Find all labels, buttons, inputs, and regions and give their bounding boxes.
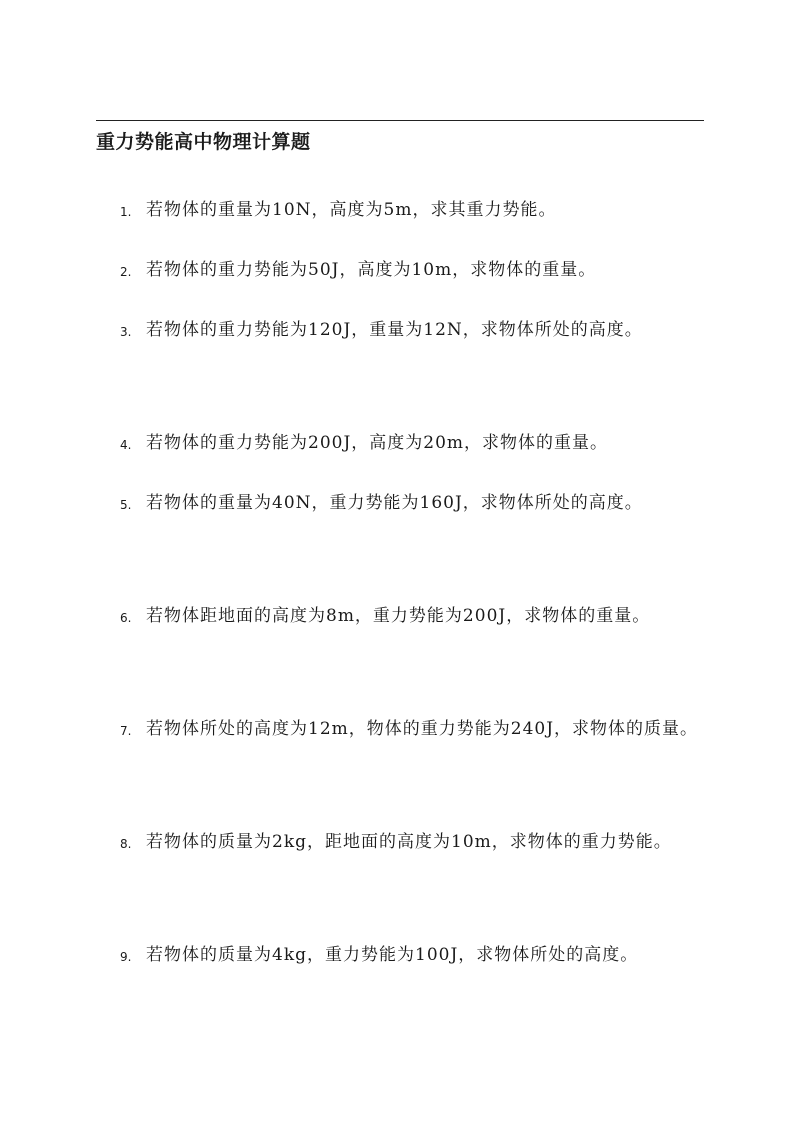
document-title: 重力势能高中物理计算题 bbox=[96, 131, 311, 153]
question-number: 5. bbox=[120, 498, 132, 512]
question-text: 若物体的质量为2kg，距地面的高度为10m，求物体的重力势能。 bbox=[146, 832, 672, 852]
question-number: 7. bbox=[120, 724, 132, 738]
question-number: 8. bbox=[120, 837, 132, 851]
question-text: 若物体的质量为4kg，重力势能为100J，求物体所处的高度。 bbox=[146, 945, 639, 965]
question-number: 6. bbox=[120, 611, 132, 625]
question-text: 若物体的重量为40N，重力势能为160J，求物体所处的高度。 bbox=[146, 493, 643, 513]
question-number: 9. bbox=[120, 950, 132, 964]
question-text: 若物体的重量为10N，高度为5m，求其重力势能。 bbox=[146, 200, 557, 220]
question-text: 若物体的重力势能为50J，高度为10m，求物体的重量。 bbox=[146, 260, 597, 280]
question-text: 若物体距地面的高度为8m，重力势能为200J，求物体的重量。 bbox=[146, 606, 651, 626]
question-text: 若物体所处的高度为12m，物体的重力势能为240J，求物体的质量。 bbox=[146, 719, 699, 739]
header-rule bbox=[96, 120, 704, 121]
question-number: 1. bbox=[120, 205, 132, 219]
question-text: 若物体的重力势能为200J，高度为20m，求物体的重量。 bbox=[146, 433, 609, 453]
question-text: 若物体的重力势能为120J，重量为12N，求物体所处的高度。 bbox=[146, 320, 643, 340]
question-number: 4. bbox=[120, 438, 132, 452]
question-number: 3. bbox=[120, 325, 132, 339]
question-number: 2. bbox=[120, 265, 132, 279]
